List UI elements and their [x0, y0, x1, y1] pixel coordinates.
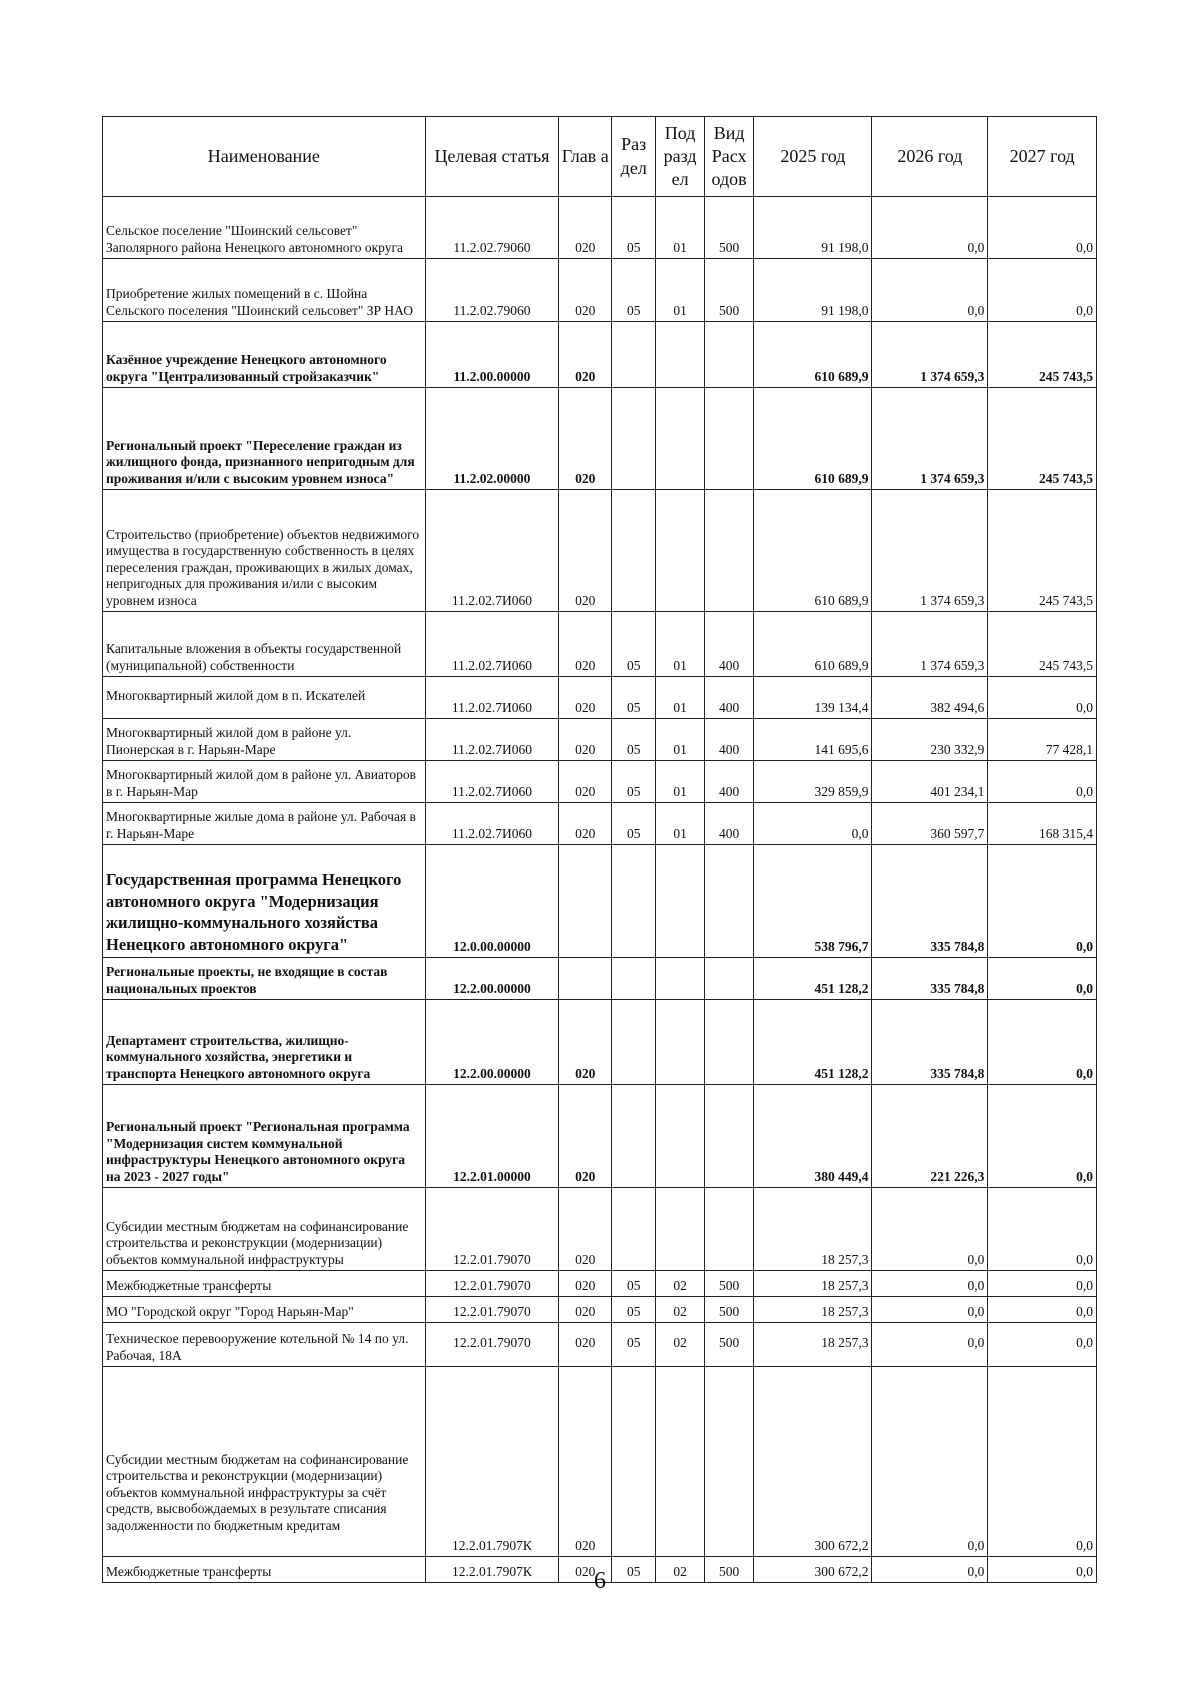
- row-chapter: 020: [559, 677, 612, 719]
- row-2026: 1 374 659,3: [872, 612, 988, 677]
- row-chapter: 020: [559, 612, 612, 677]
- row-subsection: [656, 958, 704, 1000]
- row-subsection: 02: [656, 1297, 704, 1323]
- row-code: 11.2.02.79060: [425, 197, 559, 259]
- row-name: Межбюджетные трансферты: [103, 1271, 426, 1297]
- row-expense-type: [704, 1367, 754, 1557]
- row-expense-type: 400: [704, 719, 754, 761]
- row-code: 11.2.02.7И060: [425, 719, 559, 761]
- row-expense-type: [704, 388, 754, 490]
- row-expense-type: [704, 322, 754, 388]
- row-name: Региональные проекты, не входящие в состав национальных проектов: [103, 958, 426, 1000]
- row-name: Сельское поселение "Шоинский сельсовет" Заполярного района Ненецкого автономного округа: [103, 197, 426, 259]
- row-name: МО "Городской округ "Город Нарьян-Мар": [103, 1297, 426, 1323]
- row-2027: 245 743,5: [988, 490, 1097, 612]
- row-expense-type: [704, 1085, 754, 1188]
- row-2027: 0,0: [988, 1323, 1097, 1367]
- row-name: Техническое перевооружение котельной № 14 по ул. Рабочая, 18А: [103, 1323, 426, 1367]
- table-row: [103, 259, 1097, 322]
- row-code: 12.2.01.79070: [425, 1271, 559, 1297]
- row-subsection: 01: [656, 719, 704, 761]
- row-chapter: 020: [559, 1323, 612, 1367]
- row-name: Многоквартирный жилой дом в районе ул. Пионерская в г. Нарьян-Маре: [103, 719, 426, 761]
- row-section: 05: [612, 1557, 656, 1583]
- row-subsection: 01: [656, 761, 704, 803]
- row-chapter: 020: [559, 259, 612, 322]
- row-2026: 0,0: [872, 259, 988, 322]
- row-section: 05: [612, 1271, 656, 1297]
- row-chapter: 020: [559, 1557, 612, 1583]
- row-name: Приобретение жилых помещений в с. Шойна Сельского поселения "Шоинский сельсовет" ЗР НАО: [103, 259, 426, 322]
- row-section: [612, 1367, 656, 1557]
- header-year-2025: 2025 год: [754, 117, 872, 197]
- row-code: 12.2.01.7907К: [425, 1557, 559, 1583]
- row-subsection: 01: [656, 803, 704, 845]
- row-2027: 0,0: [988, 1271, 1097, 1297]
- row-section: 05: [612, 803, 656, 845]
- row-2027: 245 743,5: [988, 612, 1097, 677]
- row-2026: 0,0: [872, 1367, 988, 1557]
- row-expense-type: 500: [704, 1271, 754, 1297]
- row-code: 11.2.02.00000: [425, 388, 559, 490]
- row-expense-type: 500: [704, 197, 754, 259]
- row-subsection: [656, 388, 704, 490]
- row-chapter: 020: [559, 1000, 612, 1085]
- row-code: 12.2.00.00000: [425, 958, 559, 1000]
- row-name: Строительство (приобретение) объектов недвижимого имущества в государственную собственность в целях переселения граждан, проживающих в жилых домах, непригодных для проживания и/или с высоким уровнем износа: [103, 490, 426, 612]
- table-row: [103, 612, 1097, 677]
- row-subsection: [656, 1085, 704, 1188]
- row-section: 05: [612, 259, 656, 322]
- row-2026: 360 597,7: [872, 803, 988, 845]
- row-section: [612, 845, 656, 958]
- row-code: 11.2.02.79060: [425, 259, 559, 322]
- row-section: [612, 1085, 656, 1188]
- table-row: [103, 1367, 1097, 1557]
- row-name: Субсидии местным бюджетам на софинансирование строительства и реконструкции (модернизации) объектов коммунальной инфраструктуры: [103, 1188, 426, 1271]
- row-2025: 91 198,0: [754, 197, 872, 259]
- row-expense-type: 500: [704, 1557, 754, 1583]
- row-2025: 18 257,3: [754, 1323, 872, 1367]
- row-2026: 1 374 659,3: [872, 322, 988, 388]
- row-section: 05: [612, 1323, 656, 1367]
- row-expense-type: 500: [704, 1297, 754, 1323]
- row-2026: 1 374 659,3: [872, 490, 988, 612]
- row-2026: 1 374 659,3: [872, 388, 988, 490]
- row-chapter: 020: [559, 719, 612, 761]
- row-subsection: [656, 1000, 704, 1085]
- table-row: [103, 845, 1097, 958]
- row-2027: 0,0: [988, 958, 1097, 1000]
- row-2025: 18 257,3: [754, 1188, 872, 1271]
- row-2027: 0,0: [988, 1000, 1097, 1085]
- row-chapter: 020: [559, 1297, 612, 1323]
- row-2025: 451 128,2: [754, 958, 872, 1000]
- header-expense-type: Вид Расх одов: [704, 117, 754, 197]
- row-name: Казённое учреждение Ненецкого автономного округа "Централизованный стройзаказчик": [103, 322, 426, 388]
- row-code: 12.2.01.00000: [425, 1085, 559, 1188]
- header-name: Наименование: [103, 117, 426, 197]
- table-row: [103, 197, 1097, 259]
- row-2025: 18 257,3: [754, 1271, 872, 1297]
- row-chapter: 020: [559, 1188, 612, 1271]
- row-section: [612, 958, 656, 1000]
- row-expense-type: [704, 1000, 754, 1085]
- table-row: [103, 761, 1097, 803]
- row-name: Региональный проект "Региональная программа "Модернизация систем коммунальной инфраструктуры Ненецкого автономного округа на 2023 - 2027 годы": [103, 1085, 426, 1188]
- row-chapter: 020: [559, 1085, 612, 1188]
- row-expense-type: [704, 845, 754, 958]
- row-subsection: 01: [656, 259, 704, 322]
- row-2025: 538 796,7: [754, 845, 872, 958]
- row-2026: 335 784,8: [872, 958, 988, 1000]
- row-code: 12.2.01.79070: [425, 1323, 559, 1367]
- table-row: [103, 388, 1097, 490]
- row-section: 05: [612, 612, 656, 677]
- table-row: [103, 803, 1097, 845]
- row-2025: 91 198,0: [754, 259, 872, 322]
- row-section: 05: [612, 197, 656, 259]
- row-2026: 335 784,8: [872, 845, 988, 958]
- header-year-2026: 2026 год: [872, 117, 988, 197]
- row-subsection: [656, 1367, 704, 1557]
- row-2026: 0,0: [872, 1271, 988, 1297]
- row-section: [612, 322, 656, 388]
- row-code: 11.2.02.7И060: [425, 677, 559, 719]
- row-2027: 168 315,4: [988, 803, 1097, 845]
- row-code: 11.2.00.00000: [425, 322, 559, 388]
- row-expense-type: 400: [704, 677, 754, 719]
- row-code: 12.2.01.79070: [425, 1297, 559, 1323]
- row-subsection: 02: [656, 1323, 704, 1367]
- row-2027: 0,0: [988, 761, 1097, 803]
- table-row: [103, 1188, 1097, 1271]
- row-2027: 0,0: [988, 1557, 1097, 1583]
- row-2026: 0,0: [872, 1297, 988, 1323]
- table-row: [103, 1297, 1097, 1323]
- row-2026: 335 784,8: [872, 1000, 988, 1085]
- row-section: [612, 1000, 656, 1085]
- row-2027: 0,0: [988, 845, 1097, 958]
- row-code: 11.2.02.7И060: [425, 803, 559, 845]
- table-row: [103, 1000, 1097, 1085]
- table-row: [103, 1085, 1097, 1188]
- row-2025: 300 672,2: [754, 1557, 872, 1583]
- row-section: [612, 490, 656, 612]
- row-2026: 0,0: [872, 1323, 988, 1367]
- row-name: Региональный проект "Переселение граждан из жилищного фонда, признанного непригодным для проживания и/или с высоким уровнем износа": [103, 388, 426, 490]
- row-subsection: 01: [656, 197, 704, 259]
- row-subsection: 01: [656, 612, 704, 677]
- row-subsection: 01: [656, 677, 704, 719]
- row-code: 12.2.01.79070: [425, 1188, 559, 1271]
- header-year-2027: 2027 год: [988, 117, 1097, 197]
- table-row: [103, 1271, 1097, 1297]
- row-name: Многоквартирный жилой дом в районе ул. Авиаторов в г. Нарьян-Мар: [103, 761, 426, 803]
- row-2025: 141 695,6: [754, 719, 872, 761]
- row-code: 11.2.02.7И060: [425, 761, 559, 803]
- row-2025: 610 689,9: [754, 388, 872, 490]
- row-subsection: 02: [656, 1271, 704, 1297]
- row-2027: 77 428,1: [988, 719, 1097, 761]
- row-expense-type: 400: [704, 803, 754, 845]
- row-2025: 610 689,9: [754, 612, 872, 677]
- row-2027: 0,0: [988, 1297, 1097, 1323]
- row-2026: 382 494,6: [872, 677, 988, 719]
- row-2026: 0,0: [872, 1188, 988, 1271]
- row-code: 11.2.02.7И060: [425, 612, 559, 677]
- row-2025: 329 859,9: [754, 761, 872, 803]
- row-subsection: [656, 490, 704, 612]
- row-name: Департамент строительства, жилищно-коммунального хозяйства, энергетики и транспорта Ненецкого автономного округа: [103, 1000, 426, 1085]
- table-row: [103, 719, 1097, 761]
- header-target: Целевая статья: [425, 117, 559, 197]
- row-name: Государственная программа Ненецкого автономного округа "Модернизация жилищно-коммунального хозяйства Ненецкого автономного округа": [103, 845, 426, 958]
- row-section: 05: [612, 719, 656, 761]
- row-2025: 18 257,3: [754, 1297, 872, 1323]
- row-subsection: 02: [656, 1557, 704, 1583]
- row-section: [612, 1188, 656, 1271]
- table-row: [103, 958, 1097, 1000]
- row-2026: 221 226,3: [872, 1085, 988, 1188]
- row-2025: 0,0: [754, 803, 872, 845]
- row-expense-type: 500: [704, 1323, 754, 1367]
- row-chapter: [559, 845, 612, 958]
- row-2027: 0,0: [988, 1085, 1097, 1188]
- row-2027: 0,0: [988, 1188, 1097, 1271]
- row-2026: 230 332,9: [872, 719, 988, 761]
- row-chapter: 020: [559, 388, 612, 490]
- row-name: Капитальные вложения в объекты государственной (муниципальной) собственности: [103, 612, 426, 677]
- row-code: 12.0.00.00000: [425, 845, 559, 958]
- row-2027: 0,0: [988, 677, 1097, 719]
- row-2026: 0,0: [872, 197, 988, 259]
- row-expense-type: 500: [704, 259, 754, 322]
- table-row: [103, 490, 1097, 612]
- row-expense-type: [704, 490, 754, 612]
- row-chapter: [559, 958, 612, 1000]
- row-2025: 610 689,9: [754, 322, 872, 388]
- row-code: 11.2.02.7И060: [425, 490, 559, 612]
- row-expense-type: 400: [704, 761, 754, 803]
- row-2025: 300 672,2: [754, 1367, 872, 1557]
- row-2025: 610 689,9: [754, 490, 872, 612]
- header-row: [103, 117, 1097, 197]
- row-2026: 401 234,1: [872, 761, 988, 803]
- table-row: [103, 322, 1097, 388]
- row-expense-type: [704, 1188, 754, 1271]
- row-expense-type: 400: [704, 612, 754, 677]
- row-name: Субсидии местным бюджетам на софинансирование строительства и реконструкции (модернизации) объектов коммунальной инфраструктуры за счёт средств, высвобождаемых в результате списания задолженности по бюджетным кредитам: [103, 1367, 426, 1557]
- row-2027: 245 743,5: [988, 322, 1097, 388]
- row-2027: 0,0: [988, 1367, 1097, 1557]
- header-section: Раз дел: [612, 117, 656, 197]
- row-2025: 451 128,2: [754, 1000, 872, 1085]
- row-2026: 0,0: [872, 1557, 988, 1583]
- row-chapter: 020: [559, 1367, 612, 1557]
- header-subsection: Под разд ел: [656, 117, 704, 197]
- table-row: [103, 677, 1097, 719]
- row-2025: 139 134,4: [754, 677, 872, 719]
- row-code: 12.2.00.00000: [425, 1000, 559, 1085]
- table-row: [103, 1323, 1097, 1367]
- row-chapter: 020: [559, 322, 612, 388]
- row-name: Межбюджетные трансферты: [103, 1557, 426, 1583]
- row-subsection: [656, 322, 704, 388]
- row-section: 05: [612, 1297, 656, 1323]
- row-2025: 380 449,4: [754, 1085, 872, 1188]
- row-section: 05: [612, 677, 656, 719]
- row-chapter: 020: [559, 490, 612, 612]
- page-number: 6: [594, 1568, 606, 1594]
- row-2027: 0,0: [988, 259, 1097, 322]
- row-2027: 0,0: [988, 197, 1097, 259]
- row-section: [612, 388, 656, 490]
- row-2027: 245 743,5: [988, 388, 1097, 490]
- row-subsection: [656, 1188, 704, 1271]
- header-chapter: Глав а: [559, 117, 612, 197]
- row-chapter: 020: [559, 803, 612, 845]
- row-chapter: 020: [559, 197, 612, 259]
- row-section: 05: [612, 761, 656, 803]
- row-chapter: 020: [559, 1271, 612, 1297]
- row-chapter: 020: [559, 761, 612, 803]
- row-code: 12.2.01.7907К: [425, 1367, 559, 1557]
- row-name: Многоквартирный жилой дом в п. Искателей: [103, 677, 426, 719]
- row-name: Многоквартирные жилые дома в районе ул. Рабочая в г. Нарьян-Маре: [103, 803, 426, 845]
- budget-table: [102, 116, 1097, 1583]
- row-subsection: [656, 845, 704, 958]
- row-expense-type: [704, 958, 754, 1000]
